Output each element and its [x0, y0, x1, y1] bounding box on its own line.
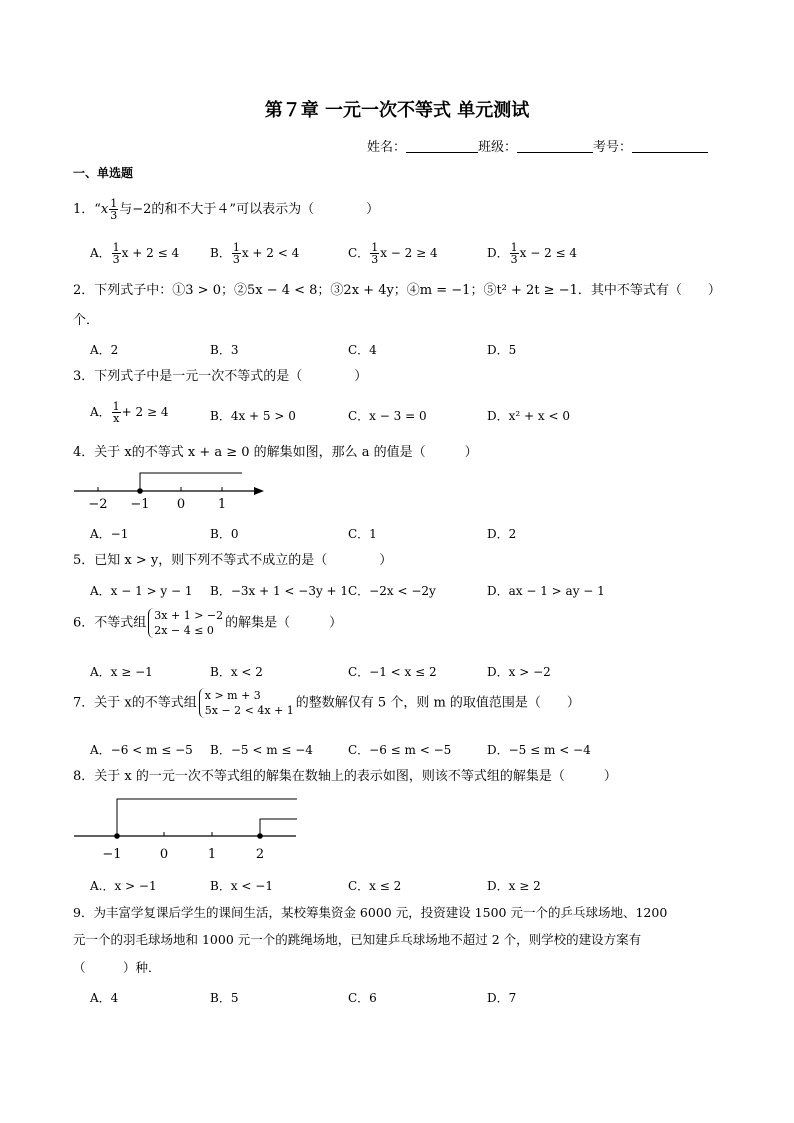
- q4-tick-label: 0: [176, 497, 186, 512]
- q8-tick-label: 1: [207, 847, 217, 862]
- question-4-stem: 4．关于 x的不等式 x + a ≥ 0 的解集如图，那么 a 的值是（ ）: [73, 445, 478, 460]
- question-4-option-a: A．−1: [90, 527, 129, 541]
- q8-tick-label: 0: [159, 847, 169, 862]
- question-7-option-a: A．−6 < m ≤ −5: [90, 743, 193, 757]
- question-1-option-a: A． $\frac{1}{3}$ x + 2 ≤ 4: [90, 241, 180, 266]
- page-title: 第７章 一元一次不等式 单元测试: [264, 100, 530, 121]
- question-5-option-d: D．ax − 1 > ay − 1: [487, 584, 605, 598]
- q8-tick-label: 2: [255, 847, 265, 862]
- question-1-option-d: D． $\frac{1}{3}$ x − 2 ≤ 4: [487, 241, 578, 266]
- question-7-option-c: C．−6 ≤ m < −5: [348, 743, 452, 757]
- question-3-option-d: D．x² + x < 0: [487, 409, 570, 423]
- question-9-option-a: A．4: [90, 991, 119, 1005]
- question-5-option-b: B．−3x + 1 < −3y + 1: [210, 584, 349, 598]
- question-5-option-a: A．x − 1 > y − 1: [90, 584, 193, 598]
- question-2-option-a: A．2: [90, 343, 119, 357]
- name-label: 姓名：: [367, 140, 407, 155]
- question-4-option-b: B．0: [210, 527, 239, 541]
- q4-tick-label: −1: [130, 497, 150, 512]
- question-6-option-c: C．−1 < x ≤ 2: [348, 665, 437, 679]
- class-label: 班级：: [478, 140, 518, 155]
- question-5-stem: 5．已知 x > y，则下列不等式不成立的是（ ）: [73, 553, 393, 568]
- question-2-option-d: D．5: [487, 343, 517, 357]
- q8-tick-label: −1: [102, 847, 122, 862]
- question-8-option-c: C．x ≤ 2: [348, 879, 402, 893]
- question-9-option-c: C．6: [348, 991, 377, 1005]
- question-7-option-d: D．−5 ≤ m < −4: [487, 743, 591, 757]
- question-9-option-d: D．7: [487, 991, 517, 1005]
- question-1-option-c: C． $\frac{1}{3}$ x − 2 ≥ 4: [348, 241, 438, 266]
- question-8-option-b: B．x < −1: [210, 879, 273, 893]
- question-6-option-a: A．x ≥ −1: [90, 665, 153, 679]
- question-1-option-b: B． $\frac{1}{3}$ x + 2 < 4: [210, 241, 300, 266]
- question-2-stem: 2．下列式子中：①3 > 0；②5x − 4 < 8；③2x + 4y；④m = −1；⑤t² + 2t ≥ −1．其中不等式有（ ）: [73, 283, 721, 298]
- q4-tick-label: −2: [88, 497, 108, 512]
- q4-tick-label: 1: [217, 497, 227, 512]
- question-2-stem-cont: 个．: [73, 313, 100, 328]
- question-7-option-b: B．−5 < m ≤ −4: [210, 743, 313, 757]
- section-heading: 一、单选题: [73, 166, 134, 180]
- question-4-option-c: C．1: [348, 527, 377, 541]
- question-3-option-c: C．x − 3 = 0: [348, 409, 427, 423]
- question-8-option-a: A.．x > −1: [90, 879, 157, 893]
- question-9-option-b: B．5: [210, 991, 239, 1005]
- question-9-stem-line1: 9．为丰富学复课后学生的课间生活，某校筹集资金 6000 元，投资建设 1500 元一个的乒乓球场地、1200: [73, 905, 668, 920]
- question-2-option-b: B．3: [210, 343, 239, 357]
- question-5-option-c: C．−2x < −2y: [348, 584, 436, 598]
- question-8-option-d: D．x ≥ 2: [487, 879, 541, 893]
- question-8-stem: 8．关于 x 的一元一次不等式组的解集在数轴上的表示如图，则该不等式组的解集是（ ）: [73, 769, 617, 784]
- question-3-option-b: B．4x + 5 > 0: [210, 409, 296, 423]
- question-6-stem: 6．不等式组 3x + 1 > −2 2x − 4 ≤ 0 的解集是（ ）: [73, 609, 343, 637]
- question-3-option-a: A． $\frac{1}{x}$ + 2 ≥ 4: [90, 400, 169, 425]
- question-7-stem: 7．关于 x的不等式组 x > m + 3 5x − 2 < 4x + 1 的整数解仅有 5 个，则 m 的取值范围是（ ）: [73, 689, 580, 717]
- question-6-option-d: D．x > −2: [487, 665, 551, 679]
- question-9-stem-line2: 元一个的羽毛球场地和 1000 元一个的跳绳场地，已知建乒乓球场地不超过 2 个，则学校的建设方案有: [73, 932, 642, 947]
- question-3-stem: 3．下列式子中是一元一次不等式的是（ ）: [73, 369, 368, 384]
- question-4-option-d: D．2: [487, 527, 517, 541]
- question-9-stem-line3: （ ）种．: [73, 960, 161, 975]
- exam-label: 考号：: [593, 140, 633, 155]
- question-6-option-b: B．x < 2: [210, 665, 263, 679]
- question-1-stem: 1．“x $\frac{1}{3}$ 与−2的和不大于４”可以表示为（ ）: [73, 197, 380, 222]
- question-2-option-c: C．4: [348, 343, 377, 357]
